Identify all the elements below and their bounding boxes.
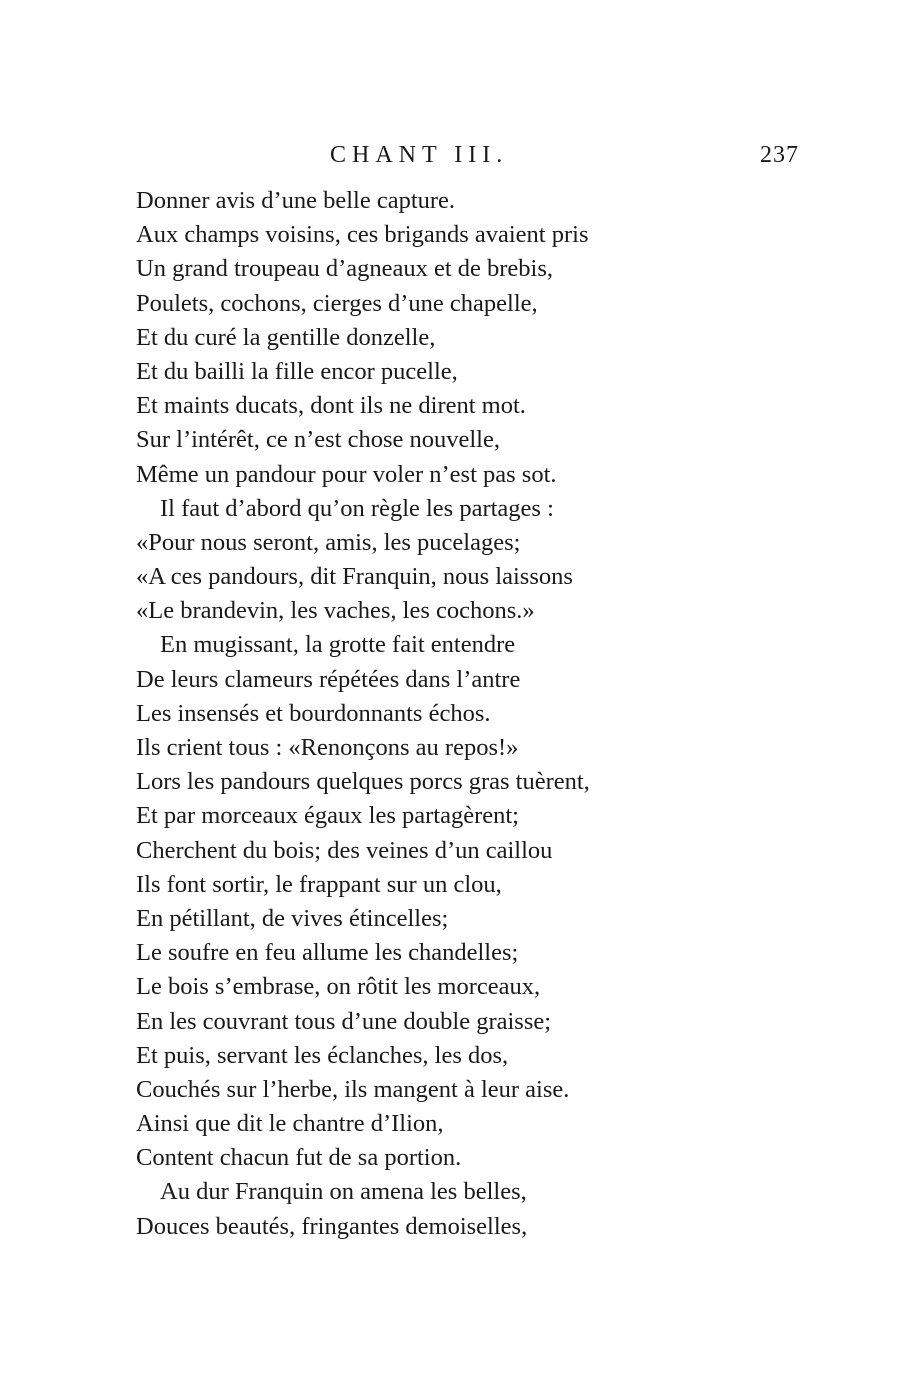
verse-line: Même un pandour pour voler n’est pas sot. [136,460,557,488]
running-head [0,138,900,172]
verse-line: Cherchent du bois; des veines d’un caillou [136,836,553,864]
verse-line: Ils font sortir, le frappant sur un clou, [136,870,502,898]
verse-line: «Pour nous seront, amis, les pucelages; [136,528,521,556]
verse-line: Ainsi que dit le chantre d’Ilion, [136,1110,444,1138]
verse-line: Les insensés et bourdonnants échos. [136,699,491,727]
verse-line: Le soufre en feu allume les chandelles; [136,939,519,967]
verse-line: Aux champs voisins, ces brigands avaient pris [136,221,589,249]
verse-line: Et puis, servant les éclanches, les dos, [136,1041,509,1069]
verse-line: En pétillant, de vives étincelles; [136,904,449,932]
verse-line: Et par morceaux égaux les partagèrent; [136,802,519,830]
verse-line: Et du bailli la fille encor pucelle, [136,357,458,385]
verse-block [136,184,836,1244]
verse-line: Ils crient tous : «Renonçons au repos!» [136,734,519,761]
verse-line: Poulets, cochons, cierges d’une chapelle, [136,289,538,317]
verse-line: Et du curé la gentille donzelle, [136,323,436,351]
verse-line: Lors les pandours quelques porcs gras tuèrent, [136,768,590,796]
verse-line: Il faut d’abord qu’on règle les partages : [160,494,554,522]
verse-line: «Le brandevin, les vaches, les cochons.» [136,597,535,625]
verse-line: Douces beautés, fringantes demoiselles, [136,1212,528,1240]
page-number: 237 [760,142,799,168]
verse-line: Au dur Franquin on amena les belles, [160,1178,527,1206]
verse-line: En mugissant, la grotte fait entendre [160,631,516,659]
verse-line: «A ces pandours, dit Franquin, nous laissons [136,563,573,591]
verse-line: De leurs clameurs répétées dans l’antre [136,665,521,693]
verse-line: Un grand troupeau d’agneaux et de brebis, [136,255,554,283]
verse-line: Content chacun fut de sa portion. [136,1144,462,1172]
verse-line: Donner avis d’une belle capture. [136,187,456,214]
verse-line: Et maints ducats, dont ils ne dirent mot. [136,392,526,420]
verse-line: En les couvrant tous d’une double graisse; [136,1007,552,1035]
chapter-title: CHANT III. [330,142,509,168]
verse-line: Le bois s’embrase, on rôtit les morceaux, [136,973,541,1001]
verse-line: Couchés sur l’herbe, ils mangent à leur aise. [136,1075,570,1103]
verse-line: Sur l’intérêt, ce n’est chose nouvelle, [136,426,500,454]
